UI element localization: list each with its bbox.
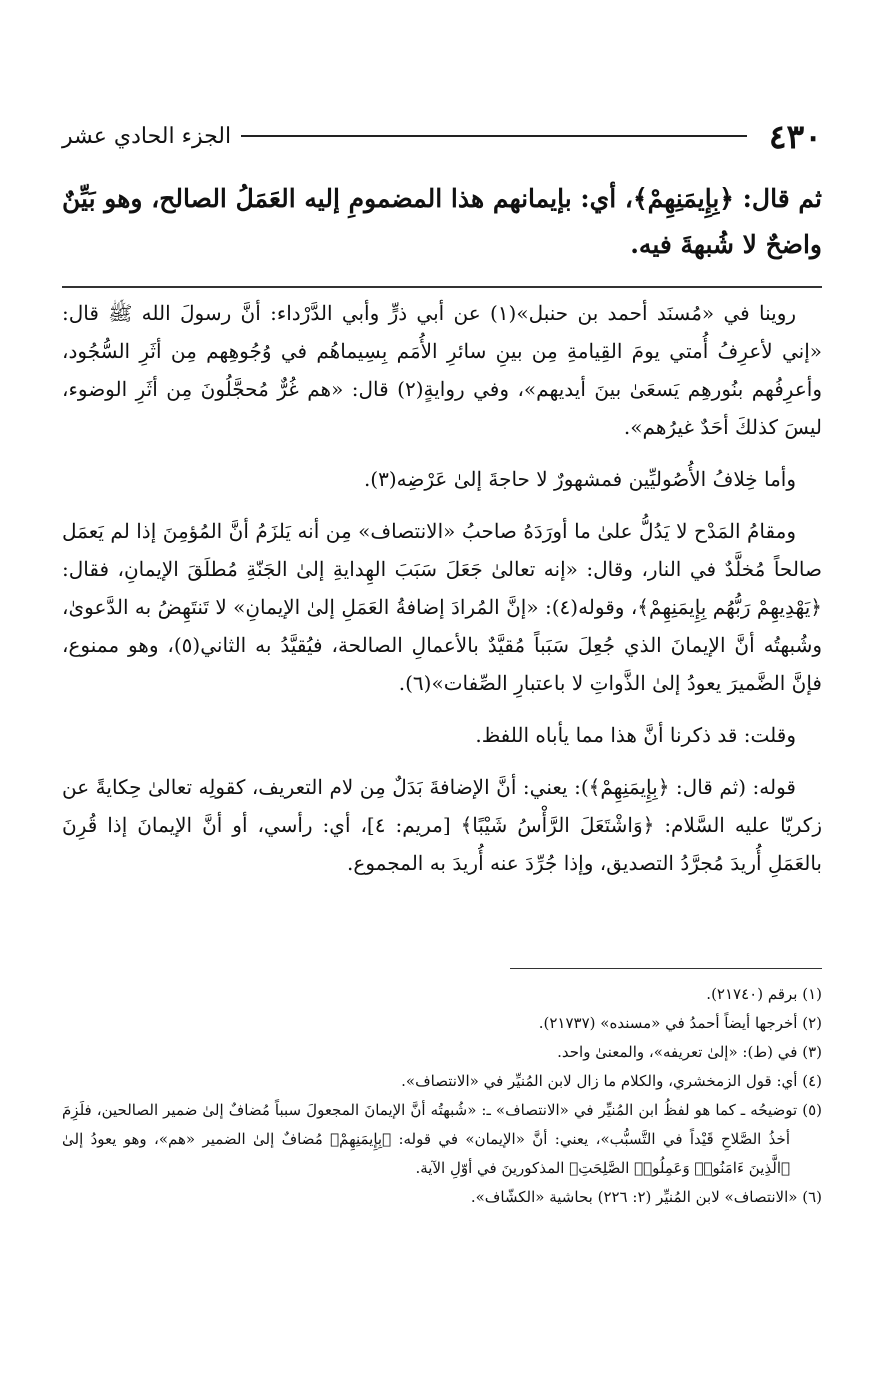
section-divider — [62, 286, 822, 288]
footnote: (٦) «الانتصاف» لابن المُنيِّر (٢: ٢٢٦) بحاشية «الكشّاف». — [470, 1188, 822, 1206]
header-rule — [241, 135, 747, 137]
footnote: (٤) أي: قول الزمخشري، والكلام ما زال لابن المُنيِّر في «الانتصاف». — [401, 1072, 822, 1090]
footnote: (٥) توضيحُه ـ كما هو لفظُ ابن المُنيِّر في «الانتصاف» ـ: «شُبهتُه أنَّ الإيمانَ المجعولَ سبباً مُضافٌ إلىٰ ضمير الصالحين، فلَزِمَ أخذُ الصَّلاحِ قَيْداً في التَّسبُّب»، يعني: أنَّ «الإيمان» في قوله: ﴿بِإِيمَنِهِمْ﴾ مُضافٌ إلىٰ الضمير «هم»، وهو يعودُ إلىٰ ﴿الَّذِينَ ءَامَنُوا۟ وَعَمِلُوا۟ الصَّلِحَتِ﴾ المذكورينَ في أوّلِ الآية. — [62, 1101, 822, 1177]
running-header — [62, 114, 822, 158]
paragraph: وأما خِلافُ الأُصُوليِّين فمشهورٌ لا حاجةَ إلىٰ عَرْضِه(٣). — [363, 467, 796, 491]
running-title: الجزء الحادي عشر — [62, 123, 232, 149]
paragraph: ومقامُ المَدْح لا يَدُلُّ علىٰ ما أورَدَهُ صاحبُ «الانتصاف» مِن أنه يَلزَمُ أنَّ المُؤمِنَ إذا لم يَعمَل صالحاً مُخلَّدٌ في النار، وقال: «إنه تعالىٰ جَعَلَ سَبَبَ الهِدايةِ إلىٰ الجَنّةِ مُطلَقَ الإيمانِ، فقال: ﴿يَهْدِيهِمْ رَبُّهُم بِإِيمَنِهِمْ﴾، وقوله(٤): «إنَّ المُرادَ إضافةُ العَمَلِ إلىٰ الإيمانِ» لا تَنتَهِضُ به الدَّعوىٰ، وشُبهتُه أنَّ الإيمانَ الذي جُعِلَ سَبَباً مُقيَّدٌ بالأعمالِ الصالحة، فيُقيَّدُ به الثاني(٥)، وهو ممنوع، فإنَّ الضَّميرَ يعودُ إلىٰ الذَّواتِ لا باعتبارِ الصِّفات»(٦). — [62, 519, 822, 695]
paragraph: وقلت: قد ذكرنا أنَّ هذا مما يأباه اللفظ. — [475, 723, 796, 747]
footnote: (٢) أخرجها أيضاً أحمدُ في «مسنده» (٢١٧٣٧). — [538, 1014, 822, 1032]
footnote: (١) برقم (٢١٧٤٠). — [706, 985, 822, 1003]
footnote: (٣) في (ط): «إلىٰ تعريفه»، والمعنىٰ واحد. — [557, 1043, 822, 1061]
paragraph: قوله: (ثم قال: ﴿بِإِيمَنِهِمْ﴾): يعني: أنَّ الإضافةَ بَدَلٌ مِن لام التعريف، كقولِه تعالىٰ حِكايةً عن زكريّا عليه السَّلام: ﴿وَاشْتَعَلَ الرَّأْسُ شَيْبًا﴾ [مريم: ٤]، أي: رأسي، أو أنَّ الإيمانَ إذا قُرِنَ بالعَمَلِ أُريدَ مُجرَّدُ التصديق، وإذا جُرِّدَ عنه أُريدَ به المجموع. — [62, 775, 822, 875]
footnote-divider — [510, 968, 822, 969]
commentary-lead-text: ثم قال: ﴿بِإِيمَنِهِمْ﴾، أي: بإيمانهم هذا المضمومِ إليه العَمَلُ الصالح، وهو بَيِّنٌ واضحٌ لا شُبهةَ فيه. — [62, 184, 822, 259]
paragraph: روينا في «مُسنَد أحمد بن حنبل»(١) عن أبي ذرٍّ وأبي الدَّرْداء: أنَّ رسولَ الله ﷺ قال: «إني لأعرِفُ أُمتي يومَ القِيامةِ مِن بينِ سائرِ الأُمَم بِسِيماهُم في وُجُوهِهم مِن أثَرِ السُّجُود، وأعرِفُهم بنُورهِم يَسعَىٰ بينَ أيديهم»، وفي روايةٍ(٢) قال: «هم غُرٌّ مُحجَّلُونَ مِن أثَرِ الوضوء، ليسَ كذلكَ أحَدٌ غيرُهم». — [62, 301, 822, 439]
main-text — [62, 294, 822, 896]
footnotes — [62, 980, 822, 1212]
page-number: ٤٣٠ — [768, 116, 822, 156]
